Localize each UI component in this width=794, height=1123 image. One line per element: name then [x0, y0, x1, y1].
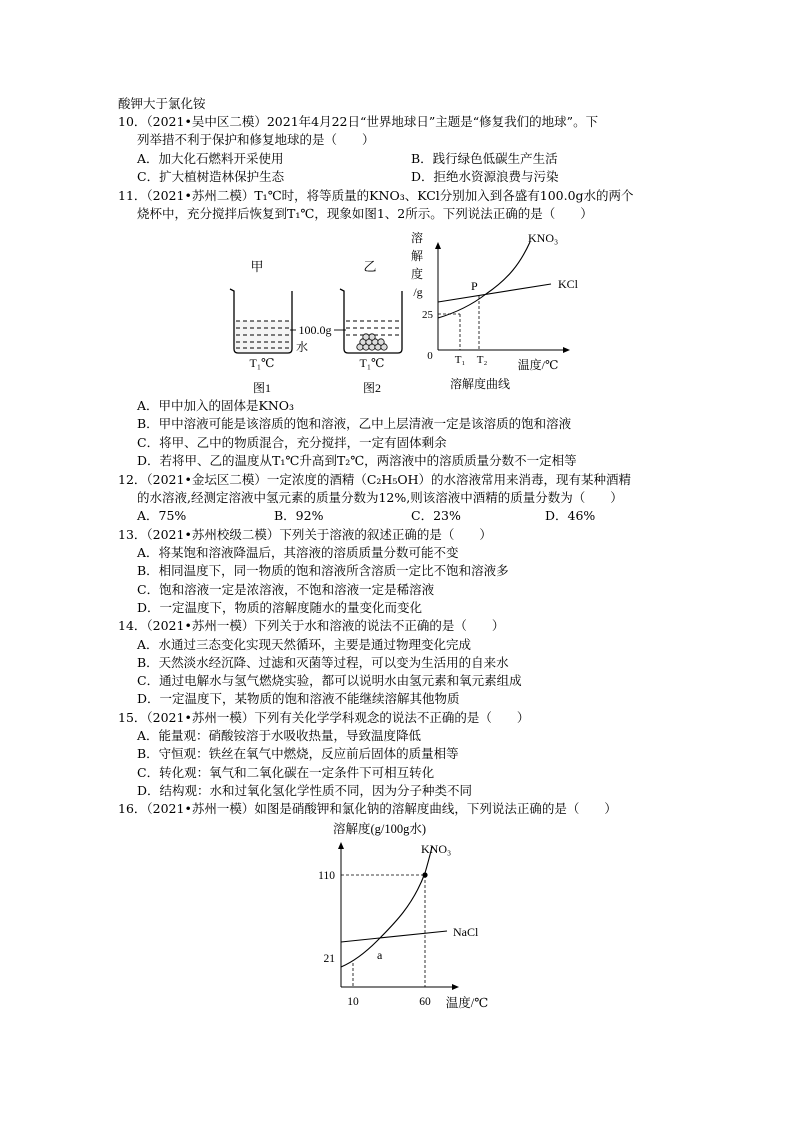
q11-option-c: C．将甲、乙中的物质混合，充分搅拌，一定有固体剩余 — [137, 435, 447, 450]
undissolved-solid — [357, 334, 387, 350]
water-mass-label: 100.0g — [298, 323, 332, 337]
q12-line1: 12．（2021•金坛区二模）一定浓度的酒精（C₂H₅OH）的水溶液常用来消毒，现有某种酒精 — [118, 472, 631, 487]
beaker2-label: 乙 — [363, 259, 377, 274]
q14-option-b: B．天然淡水经沉降、过滤和灭菌等过程，可以变为生活用的自来水 — [137, 655, 509, 670]
q11-option-b: B．甲中溶液可能是该溶质的饱和溶液，乙中上层清液一定是该溶质的饱和溶液 — [137, 416, 572, 431]
nacl-series-label: NaCl — [453, 925, 479, 939]
y-axis-label-char1: 溶 — [410, 231, 424, 245]
q12-option-a: A．75% — [137, 508, 187, 523]
y-tick-110: 110 — [318, 870, 335, 882]
beaker-1 — [230, 289, 292, 353]
q13-line1: 13．（2021•苏州校级二模）下列关于溶液的叙述正确的是（ ） — [118, 527, 492, 542]
y-tick-21: 21 — [323, 953, 335, 965]
q10-option-c: C．扩大植树造林保护生态 — [137, 169, 285, 184]
x-axis-label: 温度/℃ — [445, 996, 489, 1010]
x-tick-t2: T₂ — [476, 354, 488, 366]
x-tick-60: 60 — [419, 996, 431, 1008]
q10-line2: 列举措不利于保护和修复地球的是（ ） — [137, 132, 375, 147]
q11-option-d: D．若将甲、乙的温度从T₁℃升高到T₂℃，两溶液中的溶质质量分数不一定相等 — [137, 453, 577, 468]
y-axis-label-char4: /g — [413, 285, 423, 299]
continuation-text: 酸钾大于氯化铵 — [118, 96, 206, 111]
x-tick-t1: T₁ — [454, 354, 466, 366]
q10-line1: 10．（2021•吴中区二模）2021年4月22日“世界地球日”主题是“修复我们的地球”。下 — [118, 114, 599, 129]
water-label: 水 — [295, 340, 309, 354]
q13-option-b: B．相同温度下，同一物质的饱和溶液所含溶质一定比不饱和溶液多 — [137, 563, 509, 578]
q15-option-b: B．守恒观：铁丝在氧气中燃烧，反应前后固体的质量相等 — [137, 746, 459, 761]
beaker1-temp: T₁℃ — [249, 356, 275, 370]
q13-option-a: A．将某饱和溶液降温后，其溶液的溶质质量分数可能不变 — [137, 545, 459, 560]
q14-option-c: C．通过电解水与氢气燃烧实验，都可以说明水由氢元素和氧元素组成 — [137, 673, 522, 688]
q16-line1: 16．（2021•苏州一模）如图是硝酸钾和氯化钠的溶解度曲线，下列说法正确的是（ ） — [118, 801, 617, 816]
beaker2-temp: T₁℃ — [359, 356, 385, 370]
q12-option-d: D．46% — [545, 508, 596, 523]
figure1-caption: 图1 — [252, 381, 272, 395]
q11-solubility-chart — [408, 224, 593, 396]
q15-line1: 15．（2021•苏州一模）下列有关化学学科观念的说法不正确的是（ ） — [118, 710, 530, 725]
q13-option-d: D．一定温度下，物质的溶解度随水的量变化而变化 — [137, 600, 423, 615]
q10-option-a: A．加大化石燃料开采使用 — [137, 151, 284, 166]
q15-option-d: D．结构观：水和过氧化氢化学性质不同，因为分子种类不同 — [137, 783, 473, 798]
curve-caption: 溶解度曲线 — [449, 377, 511, 391]
y-axis-label-char2: 解 — [410, 249, 424, 263]
y-axis-label: 溶解度(g/100g水) — [333, 822, 427, 836]
kno3-curve — [341, 847, 432, 967]
x-axis-label: 温度/℃ — [517, 358, 559, 372]
kcl-line — [438, 284, 551, 302]
q16-solubility-chart — [315, 815, 515, 1015]
q12-option-b: B．92% — [274, 508, 324, 523]
x-tick-10: 10 — [347, 996, 359, 1008]
q11-line1: 11．（2021•苏州二模）T₁℃时，将等质量的KNO₃、KCl分别加入到各盛有100.0g水的两个 — [118, 188, 634, 203]
intersection-label: a — [377, 948, 383, 962]
kcl-series-label: KCl — [558, 277, 579, 291]
y-tick-25: 25 — [422, 309, 433, 321]
q14-option-a: A．水通过三态变化实现天然循环，主要是通过物理变化完成 — [137, 637, 472, 652]
beaker1-label: 甲 — [250, 259, 264, 274]
q11-line2: 烧杯中，充分搅拌后恢复到T₁℃，现象如图1、2所示。下列说法正确的是（ ） — [137, 206, 593, 221]
q12-option-c: C．23% — [411, 508, 461, 523]
q13-option-c: C．饱和溶液一定是浓溶液，不饱和溶液一定是稀溶液 — [137, 582, 435, 597]
q11-beakers-figure — [220, 255, 425, 400]
q15-option-a: A．能量观：硝酸铵溶于水吸收热量，导致温度降低 — [137, 728, 422, 743]
origin-label: 0 — [427, 350, 433, 362]
point-60-110 — [422, 872, 427, 877]
kno3-curve — [438, 242, 530, 318]
q10-option-d: D．拒绝水资源浪费与污染 — [411, 169, 559, 184]
point-p-label: P — [471, 279, 478, 293]
q14-option-d: D．一定温度下，某物质的饱和溶液不能继续溶解其他物质 — [137, 691, 460, 706]
q10-option-b: B．践行绿色低碳生产生活 — [411, 151, 558, 166]
q12-line2: 的水溶液,经测定溶液中氢元素的质量分数为12%,则该溶液中酒精的质量分数为（ ） — [137, 490, 623, 505]
q14-line1: 14．（2021•苏州一模）下列关于水和溶液的说法不正确的是（ ） — [118, 618, 505, 633]
y-axis-label-char3: 度 — [410, 267, 424, 281]
kno3-series-label: KNO₃ — [528, 231, 559, 245]
beaker-2 — [340, 289, 402, 353]
nacl-line — [341, 931, 447, 942]
kno3-series-label: KNO₃ — [421, 842, 452, 856]
figure2-caption: 图2 — [362, 381, 382, 395]
q15-option-c: C．转化观：氧气和二氧化碳在一定条件下可相互转化 — [137, 765, 435, 780]
q11-option-a: A．甲中加入的固体是KNO₃ — [137, 398, 295, 413]
